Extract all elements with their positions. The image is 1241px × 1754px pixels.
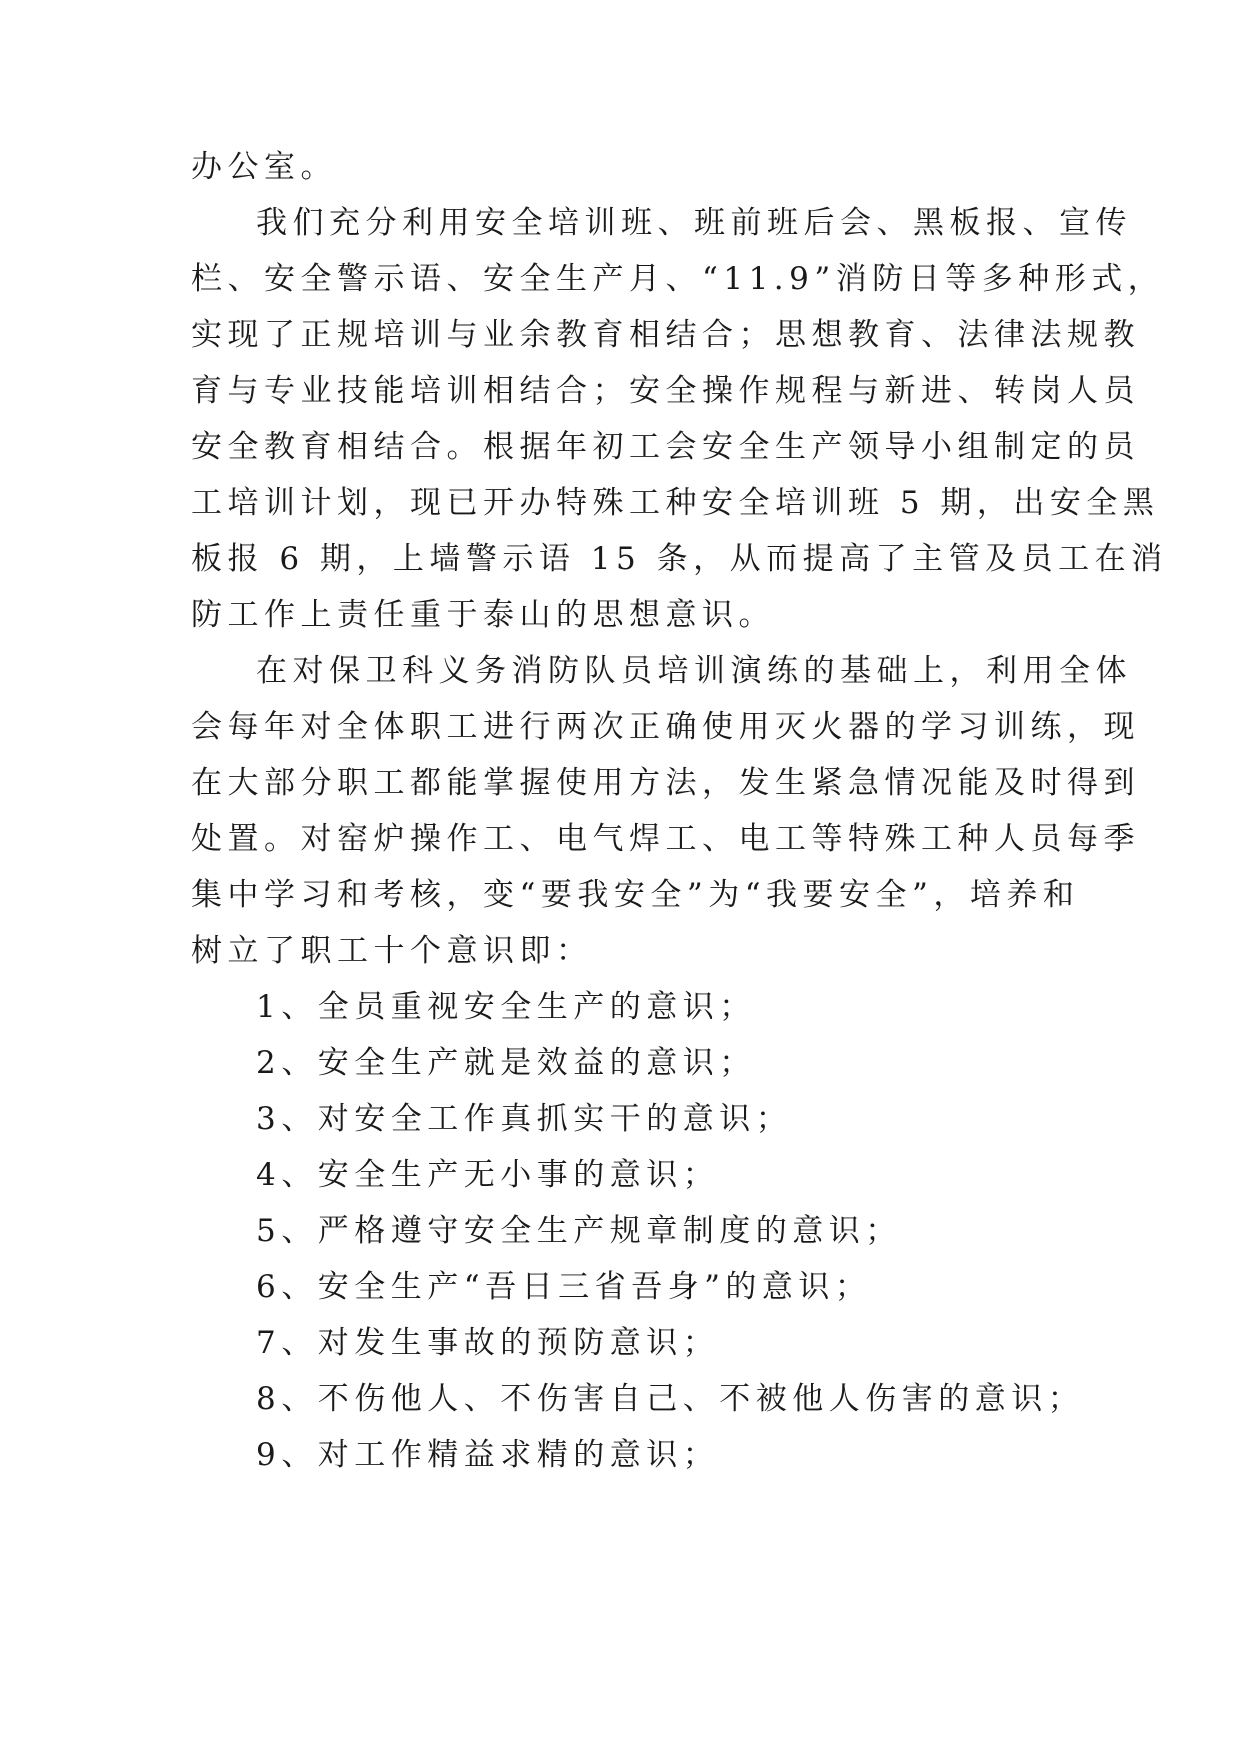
list-item: 5、严格遵守安全生产规章制度的意识；: [256, 1213, 902, 1249]
text-line: 安全教育相结合。根据年初工会安全生产领导小组制定的员: [191, 429, 1140, 465]
text-line: 办公室。: [191, 149, 337, 185]
list-item: 4、安全生产无小事的意识；: [256, 1157, 720, 1193]
text-line: 栏、安全警示语、安全生产月、“11.9”消防日等多种形式，: [191, 261, 1165, 297]
text-line: 实现了正规培训与业余教育相结合；思想教育、法律法规教: [191, 317, 1140, 353]
text-line: 集中学习和考核，变“要我安全”为“我要安全”，培养和: [191, 877, 1080, 913]
text-line: 处置。对窑炉操作工、电气焊工、电工等特殊工种人员每季: [191, 821, 1140, 857]
list-item: 9、对工作精益求精的意识；: [256, 1437, 720, 1473]
list-item: 2、安全生产就是效益的意识；: [256, 1045, 756, 1081]
text-line: 板报 6 期，上墙警示语 15 条，从而提高了主管及员工在消: [191, 541, 1168, 577]
text-line: 在大部分职工都能掌握使用方法，发生紧急情况能及时得到: [191, 765, 1140, 801]
text-line: 防工作上责任重于泰山的思想意识。: [191, 597, 775, 633]
text-line: 育与专业技能培训相结合；安全操作规程与新进、转岗人员: [191, 373, 1140, 409]
paragraph-start-line: 在对保卫科义务消防队员培训演练的基础上，利用全体: [256, 653, 1132, 689]
list-item: 1、全员重视安全生产的意识；: [256, 989, 756, 1025]
list-item: 3、对安全工作真抓实干的意识；: [256, 1101, 793, 1137]
text-line: 会每年对全体职工进行两次正确使用灭火器的学习训练，现: [191, 709, 1140, 745]
text-line: 树立了职工十个意识即：: [191, 933, 593, 969]
list-item: 8、不伤他人、不伤害自己、不被他人伤害的意识；: [256, 1381, 1085, 1417]
text-line: 工培训计划，现已开办特殊工种安全培训班 5 期，出安全黑: [191, 485, 1160, 521]
paragraph-start-line: 我们充分利用安全培训班、班前班后会、黑板报、宣传: [256, 205, 1132, 241]
list-item: 6、安全生产“吾日三省吾身”的意识；: [256, 1269, 872, 1305]
list-item: 7、对发生事故的预防意识；: [256, 1325, 720, 1361]
